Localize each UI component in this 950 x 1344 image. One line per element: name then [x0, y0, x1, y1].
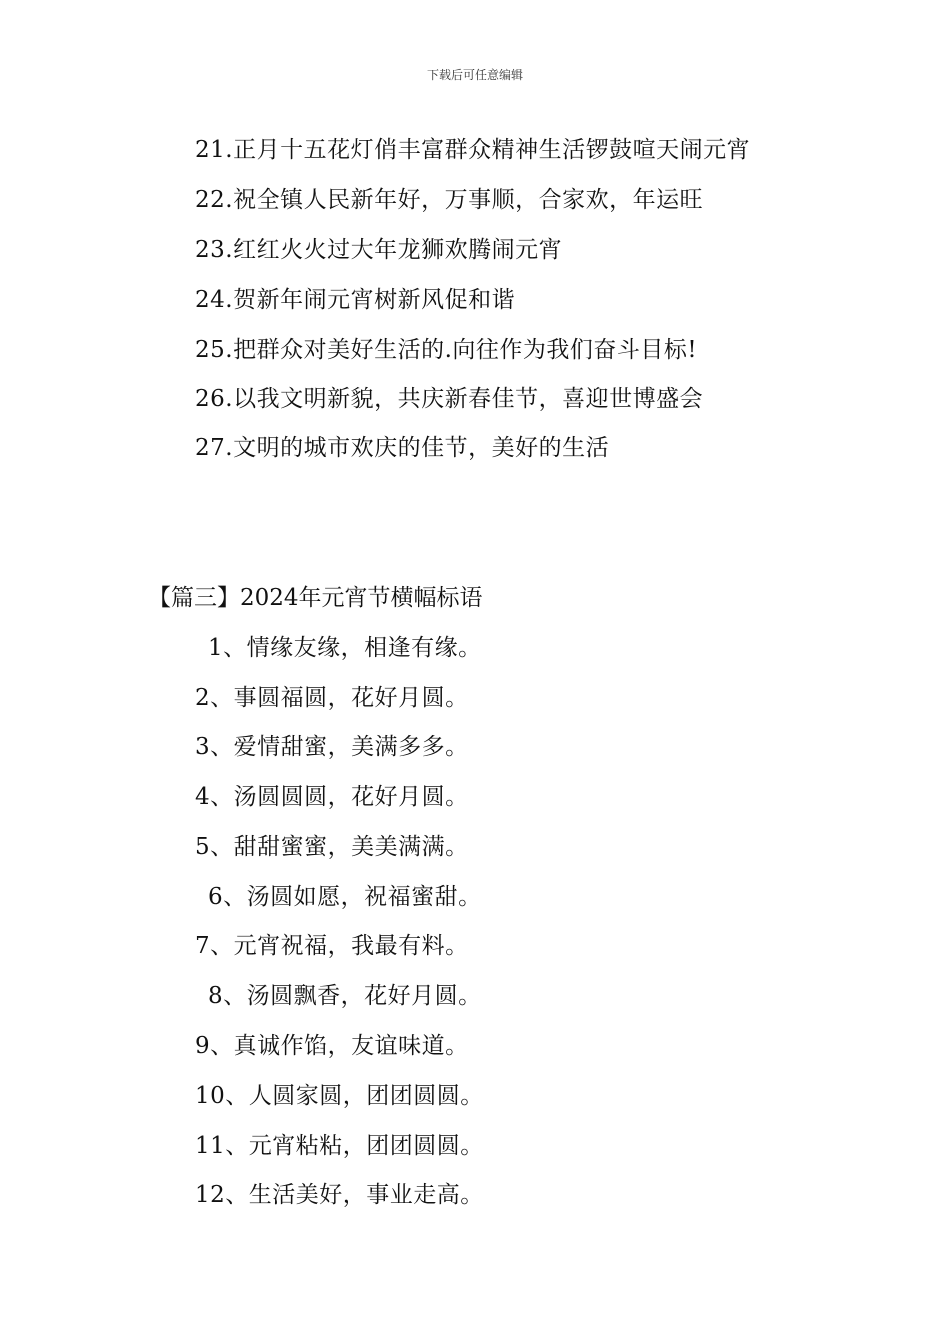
list-item: 23.红红火火过大年龙狮欢腾闹元宵: [195, 237, 563, 263]
list-item: 1、情缘友缘，相逢有缘。: [208, 635, 482, 661]
list-item: 5、甜甜蜜蜜，美美满满。: [195, 834, 469, 860]
list-item: 9、真诚作馅，友谊味道。: [195, 1033, 469, 1059]
list-item: 7、元宵祝福，我最有料。: [195, 933, 469, 959]
list-item: 21.正月十五花灯俏丰富群众精神生活锣鼓喧天闹元宵: [195, 137, 751, 163]
list-item: 2、事圆福圆，花好月圆。: [195, 685, 469, 711]
list-item: 3、爱情甜蜜，美满多多。: [195, 734, 469, 760]
list-item: 11、元宵粘粘，团团圆圆。: [195, 1133, 484, 1159]
list-item: 10、人圆家圆，团团圆圆。: [195, 1083, 484, 1109]
list-item: 6、汤圆如愿，祝福蜜甜。: [208, 884, 482, 910]
list-item: 22.祝全镇人民新年好，万事顺，合家欢，年运旺: [195, 187, 704, 213]
page-header: 下载后可任意编辑: [426, 68, 523, 82]
list-item: 8、汤圆飘香，花好月圆。: [208, 983, 482, 1009]
list-item: 25.把群众对美好生活的.向往作为我们奋斗目标!: [195, 337, 698, 363]
section-title: 【篇三】2024年元宵节横幅标语: [148, 585, 483, 611]
list-item: 24.贺新年闹元宵树新风促和谐: [195, 287, 516, 313]
list-item: 27.文明的城市欢庆的佳节，美好的生活: [195, 435, 610, 461]
list-item: 4、汤圆圆圆，花好月圆。: [195, 784, 469, 810]
list-item: 12、生活美好，事业走高。: [195, 1182, 484, 1208]
list-item: 26.以我文明新貌，共庆新春佳节，喜迎世博盛会: [195, 386, 704, 412]
